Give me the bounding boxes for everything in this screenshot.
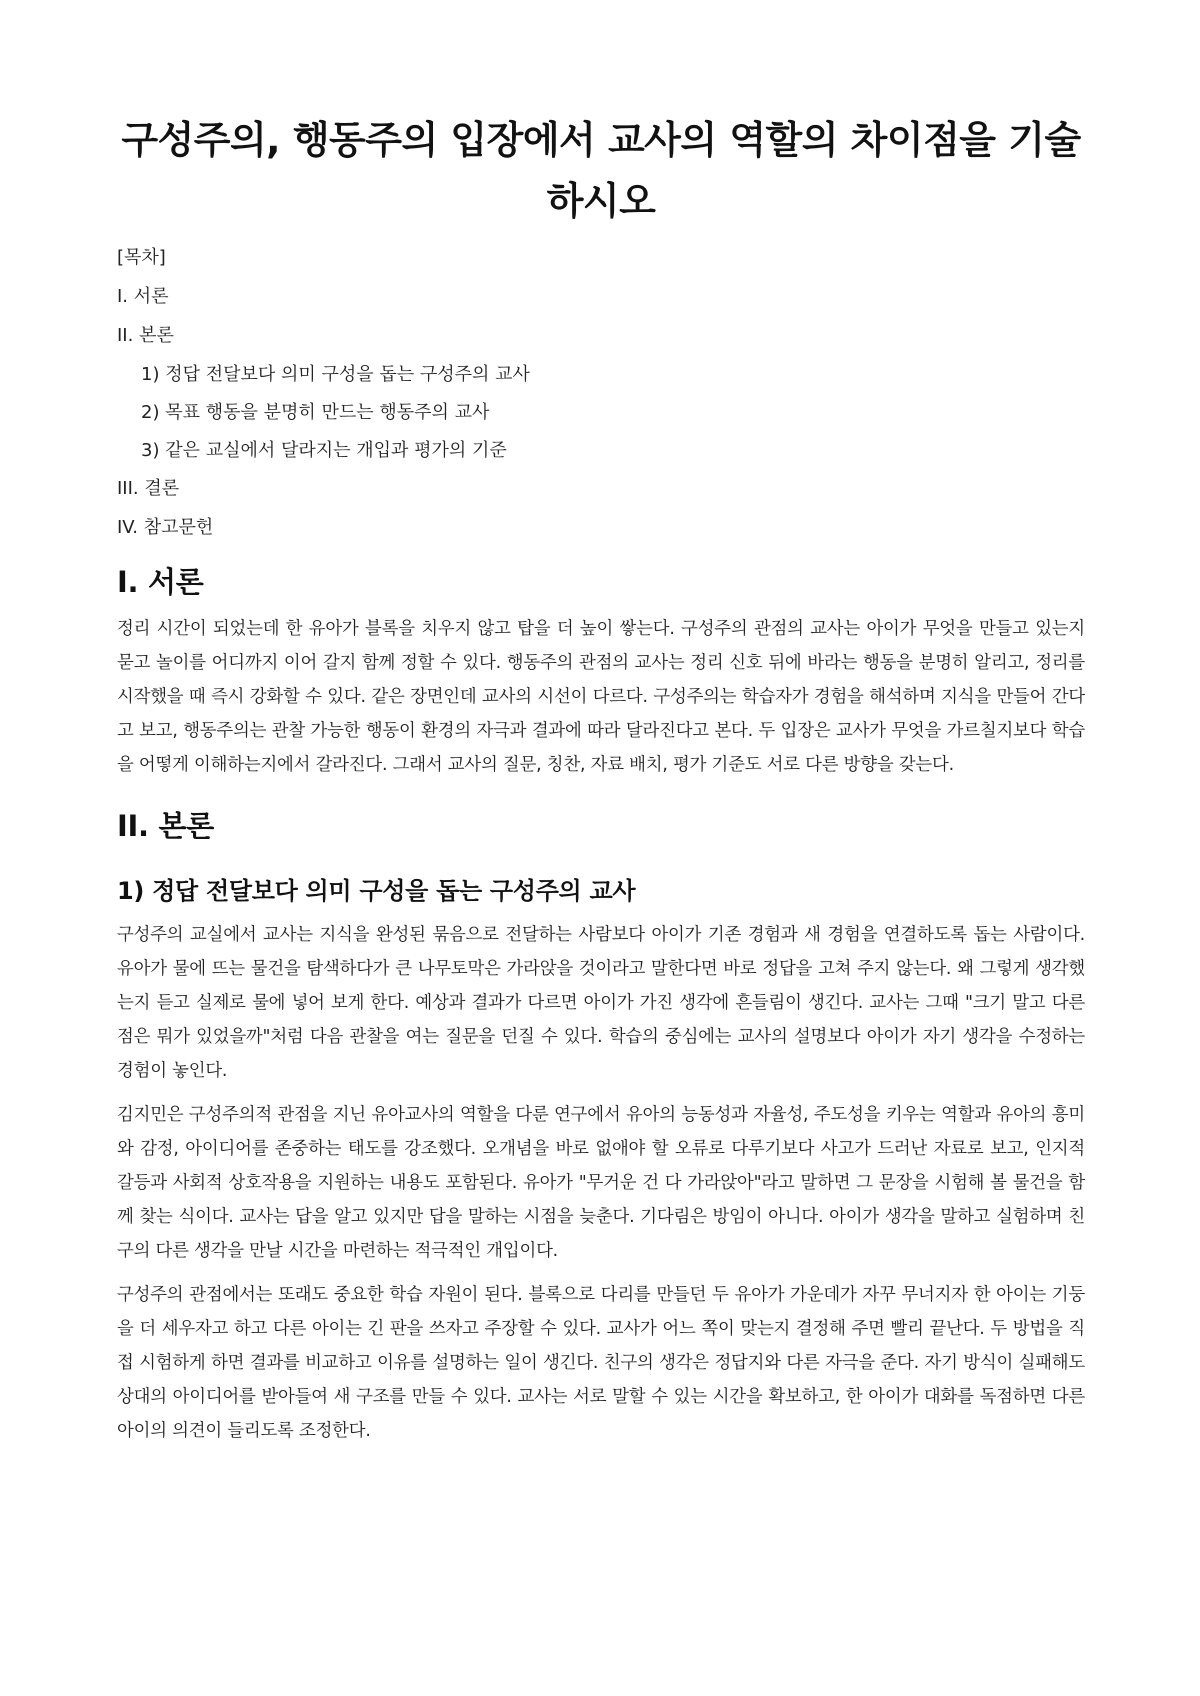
body-subsection-1-paragraph-2: 김지민은 구성주의적 관점을 지닌 유아교사의 역할을 다룬 연구에서 유아의 능동성과 자율성, 주도성을 키우는 역할과 유아의 흥미와 감정, 아이디어를 존중하는 태도를 강조했다. 오개념을 바로 없애야 할 오류로 다루기보다 사고가 드러난 자료로 보고, 인지적 갈등과 사회적 상호작용을 지원하는 내용도 포함된다. 유아가 "무거운 건 다 가라앉아"라고 말하면 그 문장을 시험해 볼 물건을 함께 찾는 식이다. 교사는 답을 알고 있지만 답을 말하는 시점을 늦춘다. 기다림은 방임이 아니다. 아이가 생각을 말하고 실험하며 친구의 다른 생각을 만날 시간을 마련하는 적극적인 개입이다.	[117, 1105, 1085, 1261]
intro-paragraph: 정리 시간이 되었는데 한 유아가 블록을 치우지 않고 탑을 더 높이 쌓는다. 구성주의 관점의 교사는 아이가 무엇을 만들고 있는지 묻고 놀이를 어디까지 이어 갈지 함께 정할 수 있다. 행동주의 관점의 교사는 정리 신호 뒤에 바라는 행동을 분명히 알리고, 정리를 시작했을 때 즉시 강화할 수 있다. 같은 장면인데 교사의 시선이 다르다. 구성주의는 학습자가 경험을 해석하며 지식을 만들어 간다고 보고, 행동주의는 관찰 가능한 행동이 환경의 자극과 결과에 따라 달라진다고 본다. 두 입장은 교사가 무엇을 가르칠지보다 학습을 어떻게 이해하는지에서 갈라진다. 그래서 교사의 질문, 칭찬, 자료 배치, 평가 기준도 서로 다른 방향을 갖는다.	[117, 619, 1085, 775]
toc-label: [목차]	[117, 247, 166, 268]
intro-heading: I. 서론	[117, 565, 204, 599]
toc-item-body-3: 3) 같은 교실에서 달라지는 개입과 평가의 기준	[141, 440, 507, 461]
document-page	[117, 110, 1085, 1458]
toc-item-body-2: 2) 목표 행동을 분명히 만드는 행동주의 교사	[141, 402, 490, 423]
toc-item-conclusion: III. 결론	[117, 478, 180, 499]
body-heading: II. 본론	[117, 809, 214, 843]
body-subsection-1-paragraph-3: 구성주의 관점에서는 또래도 중요한 학습 자원이 된다. 블록으로 다리를 만들던 두 유아가 가운데가 자꾸 무너지자 한 아이는 기둥을 더 세우자고 하고 다른 아이는 긴 판을 쓰자고 주장할 수 있다. 교사가 어느 쪽이 맞는지 결정해 주면 빨리 끝난다. 두 방법을 직접 시험하게 하면 결과를 비교하고 이유를 설명하는 일이 생긴다. 친구의 생각은 정답지와 다른 자극을 준다. 자기 방식이 실패해도 상대의 아이디어를 받아들여 새 구조를 만들 수 있다. 교사는 서로 말할 수 있는 시간을 확보하고, 한 아이가 대화를 독점하면 다른 아이의 의견이 들리도록 조정한다.	[117, 1285, 1085, 1441]
toc-item-body-1: 1) 정답 전달보다 의미 구성을 돕는 구성주의 교사	[141, 364, 530, 385]
toc-item-body: II. 본론	[117, 325, 174, 346]
document-title: 구성주의, 행동주의 입장에서 교사의 역할의 차이점을 기술하시오	[121, 118, 1081, 223]
body-subsection-1-heading: 1) 정답 전달보다 의미 구성을 돕는 구성주의 교사	[117, 877, 636, 905]
body-subsection-1-paragraph-1: 구성주의 교실에서 교사는 지식을 완성된 묶음으로 전달하는 사람보다 아이가 기존 경험과 새 경험을 연결하도록 돕는 사람이다. 유아가 물에 뜨는 물건을 탐색하다가 큰 나무토막은 가라앉을 것이라고 말한다면 바로 정답을 고쳐 주지 않는다. 왜 그렇게 생각했는지 듣고 실제로 물에 넣어 보게 한다. 예상과 결과가 다르면 아이가 가진 생각에 흔들림이 생긴다. 교사는 그때 "크기 말고 다른 점은 뭐가 있었을까"처럼 다음 관찰을 여는 질문을 던질 수 있다. 학습의 중심에는 교사의 설명보다 아이가 자기 생각을 수정하는 경험이 놓인다.	[117, 925, 1085, 1081]
toc-item-intro: I. 서론	[117, 286, 169, 307]
toc-item-references: IV. 참고문헌	[117, 517, 214, 538]
table-of-contents	[117, 246, 1085, 540]
